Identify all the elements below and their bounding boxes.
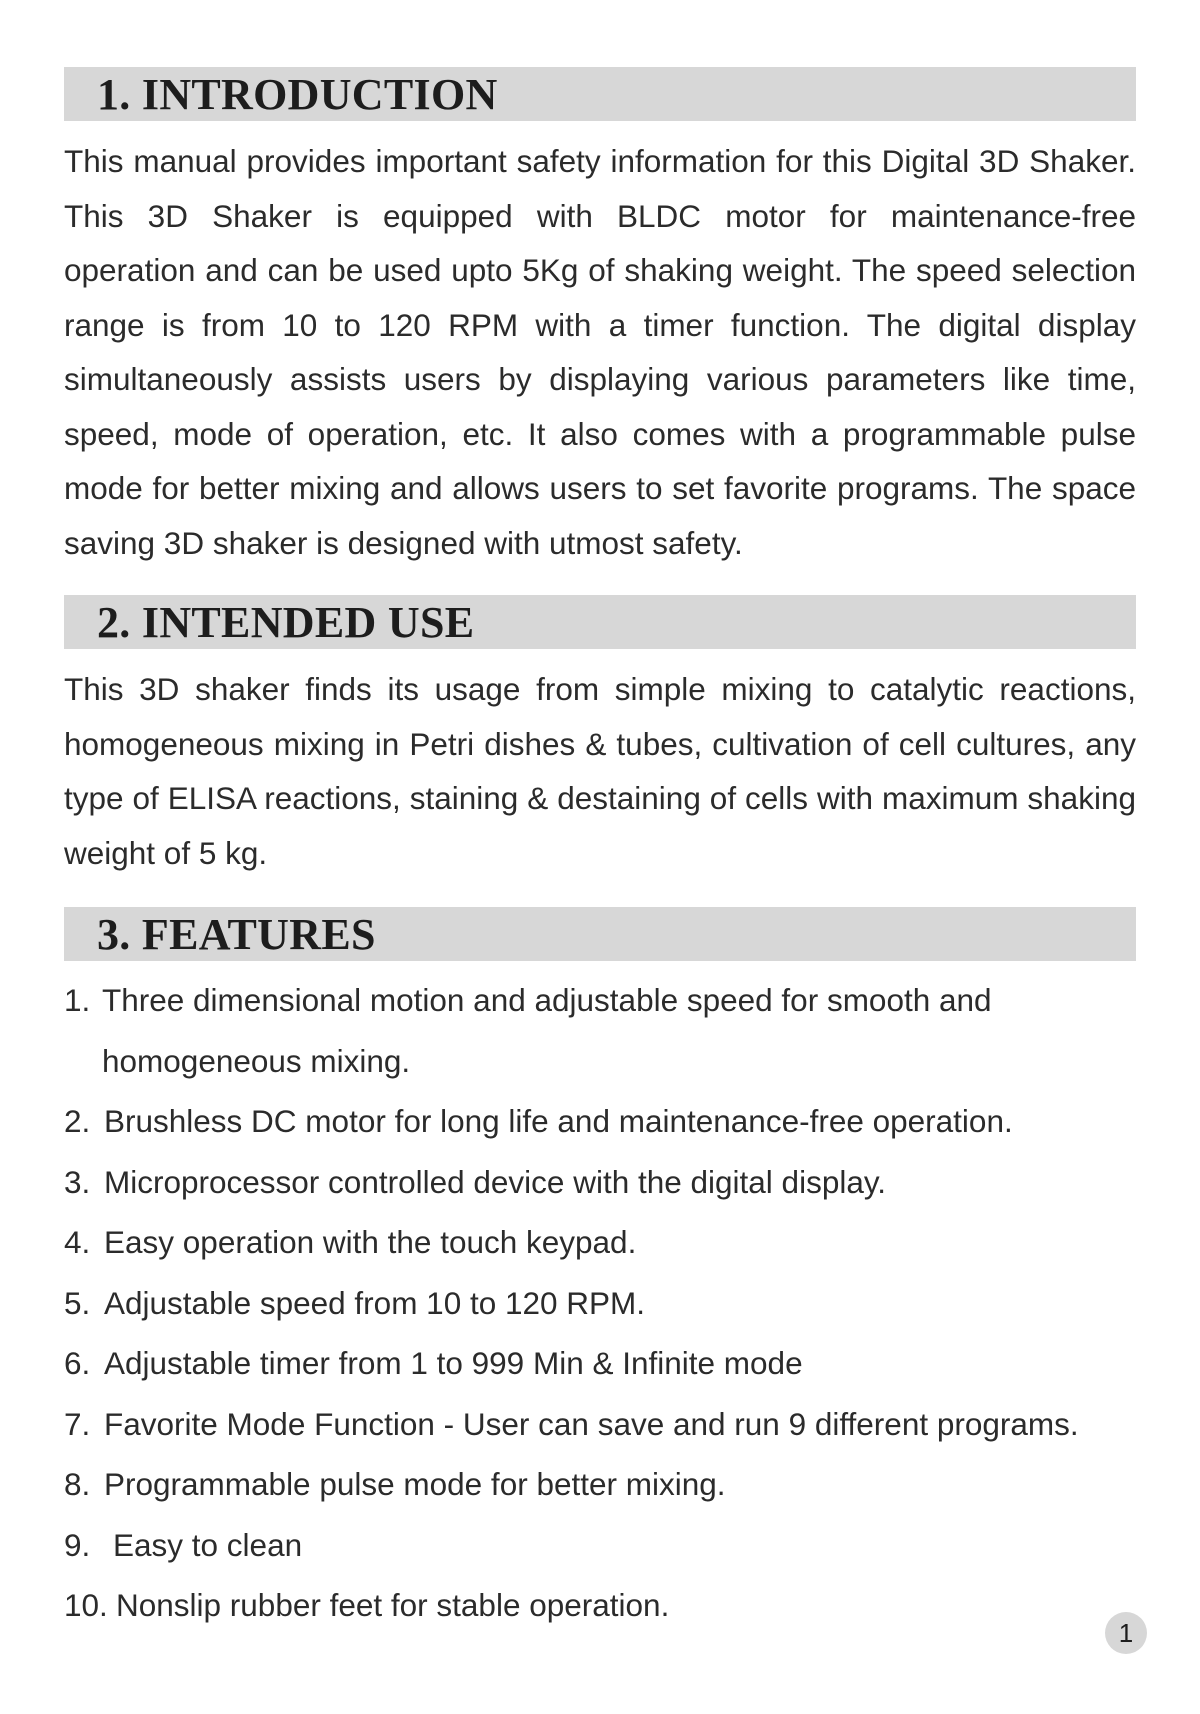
section-title: 2. INTENDED USE <box>97 598 475 647</box>
section-title: 3. FEATURES <box>97 910 376 959</box>
list-item-text: Adjustable speed from 10 to 120 RPM. <box>104 1284 646 1321</box>
list-item <box>64 1394 1144 1455</box>
list-item-text: Easy operation with the touch keypad. <box>104 1224 637 1260</box>
list-item <box>64 1152 1144 1213</box>
list-item <box>64 1091 1144 1152</box>
list-item-text: Three dimensional motion and adjustable speed for smooth and homogeneous mixing. <box>102 982 992 1079</box>
section-header-features <box>64 907 1136 961</box>
list-item-text: Brushless DC motor for long life and maintenance-free operation. <box>104 1103 1013 1139</box>
list-item-number: 3. <box>64 1163 91 1200</box>
list-item-text: Favorite Mode Function - User can save and run 9 different programs. <box>104 1405 1079 1442</box>
list-item <box>64 1333 1144 1394</box>
section-title: 1. INTRODUCTION <box>97 70 498 119</box>
list-item-number: 5. <box>64 1284 91 1321</box>
section-header-introduction <box>64 67 1136 121</box>
page-number: 1 <box>1118 1618 1134 1648</box>
list-item-number: 7. <box>64 1405 91 1442</box>
list-item-number: 6. <box>64 1345 91 1381</box>
intended-use-paragraph: This 3D shaker finds its usage from simple mixing to catalytic reactions, homogeneous mixing in Petri dishes & tubes, cultivation of cell cultures, any type of ELISA reactions, staining & destaining of cells with maximum shaking weight of 5 kg. <box>64 671 1136 871</box>
list-item-number: 4. <box>64 1224 91 1260</box>
list-item <box>64 1454 1144 1515</box>
list-item <box>64 1273 1144 1334</box>
list-item-text: Programmable pulse mode for better mixing. <box>104 1466 726 1502</box>
section-header-intended-use <box>64 595 1136 649</box>
list-item-number: 2. <box>64 1103 91 1139</box>
list-item-number: 10. <box>64 1587 108 1623</box>
page-number-badge <box>1105 1612 1147 1654</box>
list-item <box>64 970 1062 1091</box>
list-item <box>64 1212 1144 1273</box>
list-item <box>64 1515 1144 1576</box>
introduction-paragraph: This manual provides important safety information for this Digital 3D Shaker. This 3D Shaker is equipped with BLDC motor for maintenance-free operation and can be used upto 5Kg of shaking weight. The speed selection range is from 10 to 120 RPM with a timer function. The digital display simultaneously assists users by displaying various parameters like time, speed, mode of operation, etc. It also comes with a programmable pulse mode for better mixing and allows users to set favorite programs. The space saving 3D shaker is designed with utmost safety. <box>64 143 1136 561</box>
list-item-number: 9. <box>64 1526 91 1563</box>
list-item-text: Nonslip rubber feet for stable operation. <box>116 1587 670 1623</box>
list-item-text: Adjustable timer from 1 to 999 Min & Infinite mode <box>104 1345 803 1381</box>
list-item <box>64 1575 1144 1636</box>
features-list <box>64 970 1144 1636</box>
list-item-number: 1. <box>64 982 91 1018</box>
list-item-number: 8. <box>64 1466 91 1502</box>
list-item-text: Easy to clean <box>113 1526 303 1563</box>
list-item-text: Microprocessor controlled device with the digital display. <box>104 1163 887 1200</box>
